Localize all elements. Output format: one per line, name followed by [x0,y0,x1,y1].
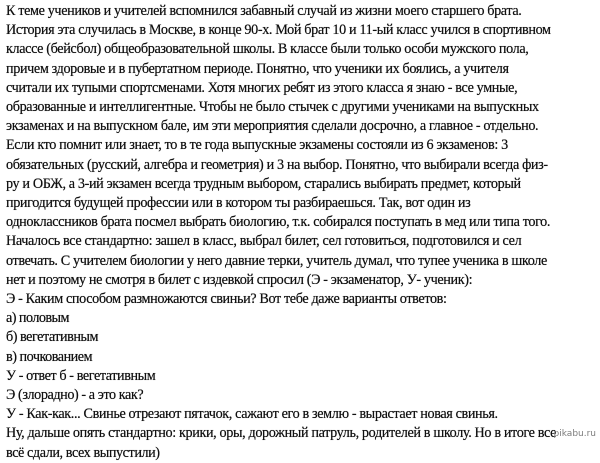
answer-option-a: а) половым [6,310,69,327]
text-line: считали их тупыми спортсменами. Хотя многих ребят из этого класса я знаю - все умные, [6,79,518,96]
text-line: Если кто помнит или знает, то в те года выпускные экзамены состояли из 6 экзаменов: 3 [6,137,508,154]
text-line: всё сдали, всех выпустили) [6,444,160,461]
text-line: К теме учеников и учителей вспомнился забавный случай из жизни моего старшего брата. [6,3,522,19]
dialogue-answer: У - ответ б - вегетативным [6,367,156,384]
text-line: пригодится будущей профессии или в котором ты разбираешься. Так, вот один из [6,195,471,212]
text-line: одноклассников брата посмел выбрать биологию, т.к. собирался поступать в мед или типа того. [6,214,551,231]
answer-option-c: в) почкованием [6,348,93,365]
text-line: Ну, дальше опять стандартно: крики, оры, дорожный патруль, родителей в школу. Но в итоге все [6,425,557,442]
text-line: ру и ОБЖ, а 3-ий экзамен всегда трудным выбором, старались выбирать предмет, который [6,175,521,192]
text-line: Началось все стандартно: зашел в класс, выбрал билет, сел готовиться, подготовился и сел [6,233,522,250]
text-line: экзаменах и на выпускном бале, им эти мероприятия сделали досрочно, а главное - отдельно. [6,118,539,135]
dialogue-answer: У - Как-как... Свинье отрезают пятачок, сажают его в землю - вырастает новая свинья. [6,406,498,423]
dialogue-question: Э - Каким способом размножаются свиньи? Вот тебе даже варианты ответов: [6,291,447,308]
watermark: pikabu.ru [553,429,596,439]
text-line: отвечать. С учителем биологии у него давние терки, учитель думал, что тупее ученика в школе [6,252,547,269]
text-line: причем здоровые и в пубертатном периоде. Понятно, что ученики их боялись, а учителя [6,60,509,77]
answer-option-b: б) вегетативным [6,329,98,346]
text-line: нет и поэтому не смотря в билет с издевкой спросил (Э - экзаменатор, У- ученик): [6,271,473,288]
text-line: классе (бейсбол) общеобразовательной школы. В классе были только особи мужского пола, [6,41,529,58]
story-text [6,2,596,463]
text-line: обязательных (русский, алгебра и геометрия) и 3 на выбор. Понятно, что выбирали всегда физ- [6,156,548,173]
text-line: образованные и интеллигентные. Чтобы не было стычек с другими учениками на выпускных [6,99,539,116]
dialogue-question: Э (злорадно) - а это как? [6,387,144,404]
text-line: История эта случилась в Москве, в конце 90-х. Мой брат 10 и 11-ый класс учился в спортивном [6,22,551,39]
